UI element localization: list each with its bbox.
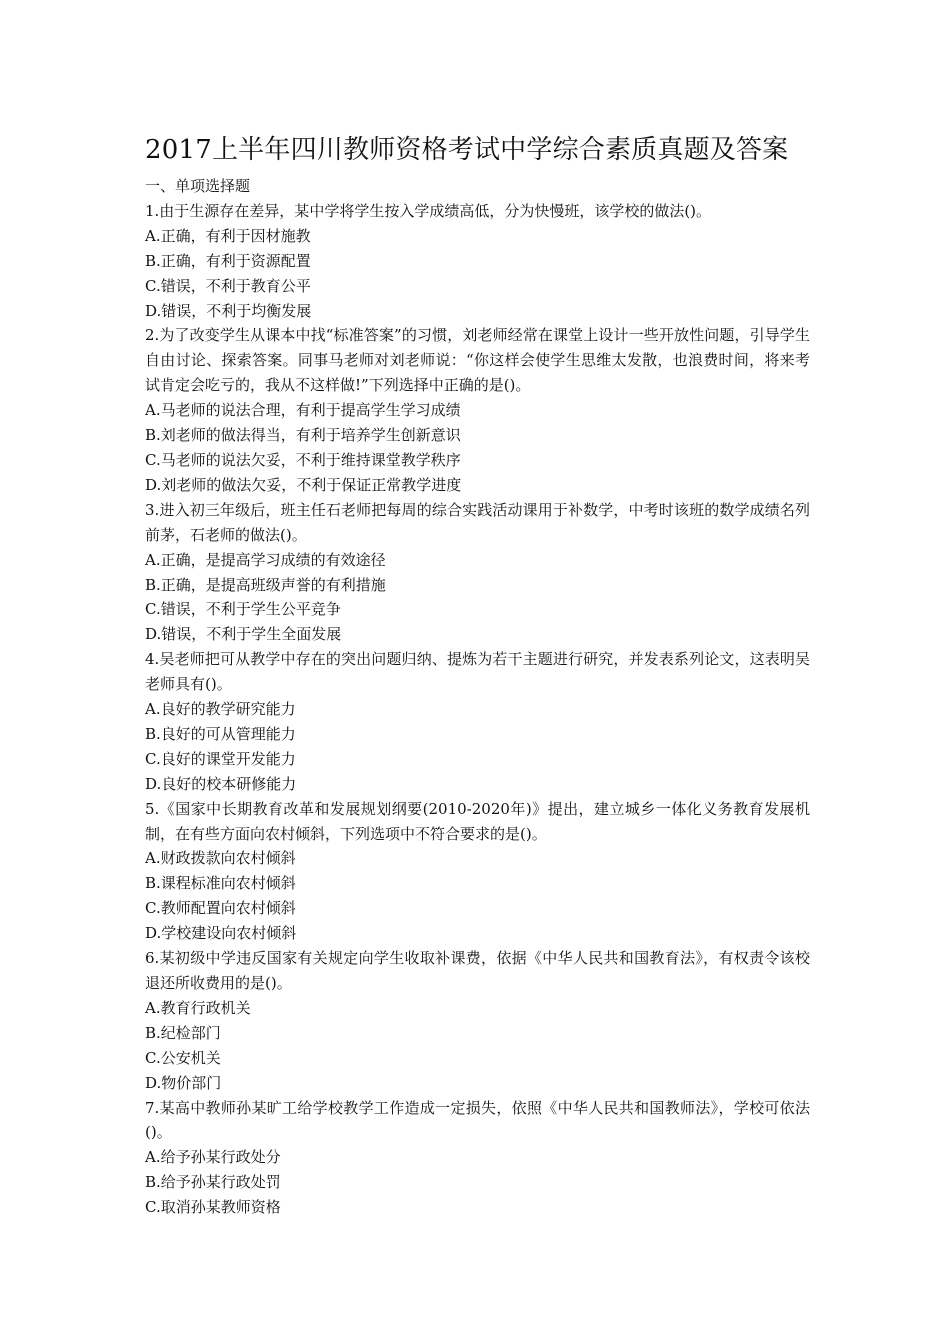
option-b: B.纪检部门 <box>145 1023 221 1042</box>
option-b: B.给予孙某行政处罚 <box>145 1173 281 1192</box>
option-c: C.取消孙某教师资格 <box>145 1198 281 1217</box>
question-stem: 1.由于生源存在差异，某中学将学生按入学成绩高低，分为快慢班，该学校的做法()。 <box>145 201 712 220</box>
option-c: C.错误，不利于教育公平 <box>145 276 311 295</box>
option-c: C.教师配置向农村倾斜 <box>145 899 296 918</box>
question-4 <box>145 647 810 796</box>
question-2 <box>145 323 810 497</box>
option-b: B.正确，有利于资源配置 <box>145 251 311 270</box>
option-d: D.错误，不利于学生全面发展 <box>145 625 342 644</box>
question-5 <box>145 797 810 946</box>
option-a: A.良好的教学研究能力 <box>145 700 296 719</box>
question-stem: 6.某初级中学违反国家有关规定向学生收取补课费，依据《中华人民共和国教育法》，有权责令该校退还所收费用的是()。 <box>145 949 810 992</box>
question-stem: 7.某高中教师孙某旷工给学校教学工作造成一定损失，依照《中华人民共和国教师法》，学校可依法()。 <box>145 1098 810 1142</box>
question-stem: 3.进入初三年级后，班主任石老师把每周的综合实践活动课用于补数学，中考时该班的数学成绩名列前茅，石老师的做法()。 <box>145 500 810 544</box>
question-stem: 2.为了改变学生从课本中找“标准答案”的习惯，刘老师经常在课堂上设计一些开放性问题，引导学生自由讨论、探索答案。同事马老师对刘老师说：“你这样会使学生思维太发散，也浪费时间，将来考试肯定会吃亏的，我从不这样做!”下列选择中正确的是()。 <box>145 326 810 395</box>
option-a: A.正确，有利于因材施教 <box>145 226 311 245</box>
document-page <box>145 132 810 1220</box>
option-d: D.刘老师的做法欠妥，不利于保证正常教学进度 <box>145 475 462 494</box>
option-d: D.物价部门 <box>145 1073 222 1092</box>
option-a: A.正确，是提高学习成绩的有效途径 <box>145 550 386 569</box>
question-7 <box>145 1096 810 1221</box>
question-3 <box>145 498 810 647</box>
option-b: B.刘老师的做法得当，有利于培养学生创新意识 <box>145 426 461 445</box>
option-b: B.课程标准向农村倾斜 <box>145 874 296 893</box>
option-b: B.正确，是提高班级声誉的有利措施 <box>145 575 386 594</box>
question-6 <box>145 946 810 1095</box>
option-c: C.良好的课堂开发能力 <box>145 749 296 768</box>
option-a: A.财政拨款向农村倾斜 <box>145 849 296 868</box>
option-c: C.公安机关 <box>145 1048 221 1067</box>
section-heading: 一、单项选择题 <box>145 177 251 195</box>
option-c: C.马老师的说法欠妥，不利于维持课堂教学秩序 <box>145 450 461 469</box>
question-stem: 5.《国家中长期教育改革和发展规划纲要(2010-2020年)》提出，建立城乡一体化义务教育发展机制，在有些方面向农村倾斜，下列选项中不符合要求的是()。 <box>145 799 810 843</box>
option-a: A.马老师的说法合理，有利于提高学生学习成绩 <box>145 401 461 420</box>
option-d: D.错误，不利于均衡发展 <box>145 301 312 320</box>
option-c: C.错误，不利于学生公平竞争 <box>145 600 341 619</box>
option-a: A.给予孙某行政处分 <box>145 1148 281 1167</box>
document-title: 2017上半年四川教师资格考试中学综合素质真题及答案 <box>145 135 789 165</box>
question-stem: 4.吴老师把可从教学中存在的突出问题归纳、提炼为若干主题进行研究，并发表系列论文，这表明吴老师具有()。 <box>145 650 810 694</box>
option-b: B.良好的可从管理能力 <box>145 724 296 743</box>
option-d: D.学校建设向农村倾斜 <box>145 924 297 943</box>
option-d: D.良好的校本研修能力 <box>145 774 297 793</box>
option-a: A.教育行政机关 <box>145 998 251 1017</box>
question-1 <box>145 199 810 324</box>
